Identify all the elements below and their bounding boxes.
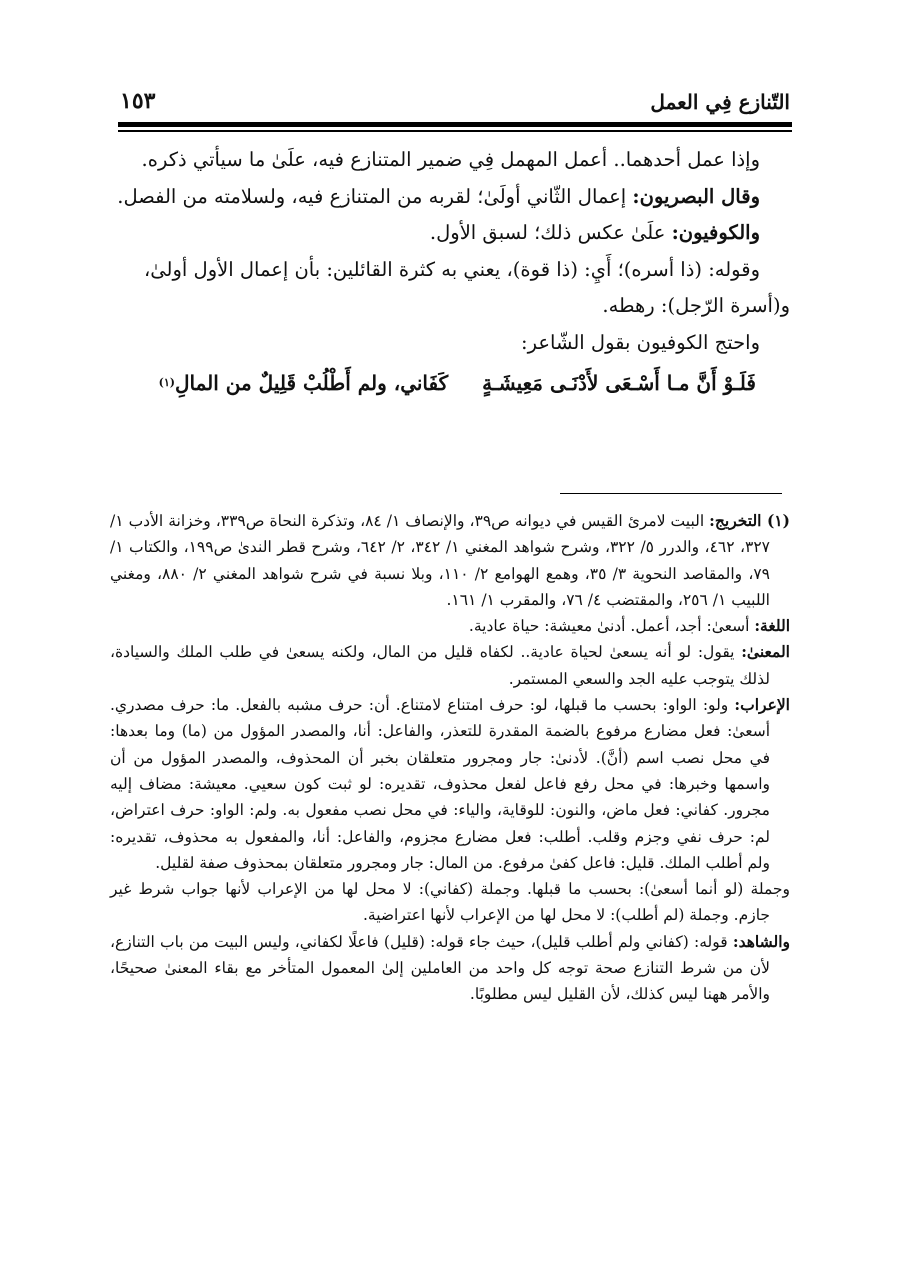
paragraph [112, 215, 790, 252]
term-kufiyun: والكوفيون: [671, 221, 760, 244]
footnote-mana [110, 639, 790, 692]
paragraph: واحتج الكوفيون بقول الشّاعر: [521, 330, 760, 354]
paragraph: وقوله: (ذا أسره)؛ أَيِ: (ذا قوة)، يعني به كثرة القائلين: بأن إعمال الأول أولىٰ، [144, 257, 760, 281]
paragraph: و(أسرة الرّجل): رهطه. [602, 294, 790, 317]
verse-second-hemistich: كَفَاني، ولم أَطْلُبْ قَلِيلٌ من المالِ [174, 371, 449, 395]
paragraph: وإذا عمل أحدهما.. أعمل المهمل فِي ضمير المتنازع فيه، علَىٰ ما سيأتي ذكره. [141, 148, 760, 171]
term-basriyun: وقال البصريون: [632, 184, 760, 208]
footnote-text: يقول: لو أنه يسعىٰ لحياة عادية.. لكفاه قليل من المال، ولكنه يسعىٰ في طلب الملك والسيادة، لذلك يتوجب عليه الجد والسعي المستمر. [110, 643, 770, 688]
footnote-text: البيت لامرئ القيس في ديوانه ص٣٩، والإنصاف ١/ ٨٤، وتذكرة النحاة ص٣٣٩، وخزانة الأدب ١/ ٣٢٧، ٤٦٢، والدرر ٥/ ٣٢٢، وشرح شواهد المغني ١/ ٣٤٢، ٢/ ٦٤٢، وشرح قطر الندىٰ ص١٩٩، والكتاب ١/ ٧٩، والمقاصد النحوية ٣/ ٣٥، وهمع الهوامع ٢/ ١١٠، وبلا نسبة في شرح شواهد المغني ٢/ ٨٨٠، ومغني اللبيب ١/ ٢٥٦، والمقتضب ٤/ ٧٦، والمقرب ١/ ١٦١. [110, 512, 771, 609]
paragraph [112, 179, 790, 216]
paragraph-text: علَىٰ عكس ذلك؛ لسبق الأول. [429, 221, 672, 244]
footnote-text: قوله: (كفاني ولم أطلب قليل)، حيث جاء قوله: (قليل) فاعلًا لكفاني، وليس البيت من باب التنازع، لأن من شرط التنازع صحة توجه كل واحد من العاملين إلىٰ المعمول المتأخر مع بقاء المعنىٰ صحيحًا، والأمر ههنا ليس كذلك، لأن القليل ليس مطلوبًا. [110, 932, 770, 1004]
page-number: ١٥٣ [120, 88, 156, 114]
footnote-ref: (١) [158, 376, 175, 389]
footnote-label: المعنىٰ: [741, 642, 790, 662]
paragraph-text: إعمال الثّاني أولَىٰ؛ لقربه من المتنازع فيه، ولسلامته من الفصل. [117, 184, 633, 208]
footnote-text: أسعىٰ: أجد، أعمل. أدنىٰ معيشة: حياة عادية. [468, 617, 755, 636]
footnotes [110, 508, 790, 1008]
footnote-shahid [110, 929, 790, 1008]
footnote-label: الإعراب: [734, 695, 790, 715]
main-text [112, 142, 790, 402]
footnote-separator [560, 493, 782, 494]
verse-first-hemistich: فَلَـوْ أَنَّ مـا أَسْـعَى لأَدْنَـى مَعِيشَـةٍ [482, 371, 756, 395]
footnote-label: اللغة: [754, 616, 790, 636]
footnote-label: (١) التخريج: [709, 511, 790, 530]
running-header [120, 86, 790, 120]
chapter-title: التّنازع فِي العمل [650, 90, 790, 114]
footnote-takhrij [110, 508, 790, 613]
footnote-text: ولو: الواو: بحسب ما قبلها، لو: حرف امتناع لامتناع. أن: حرف مشبه بالفعل. ما: حرف مصدري. أسعىٰ: فعل مضارع مرفوع بالضمة المقدرة للتعذر، والفاعل: أنا، والمصدر المؤول من (ما) وما بعدها: في محل نصب اسم (أنَّ). لأدنىٰ: جار ومجرور متعلقان بخبر أن المحذوف، والمصدر المؤول من أن واسمها وخبرها: في محل رفع فاعل لفعل محذوف، تقديره: لو ثبت كون سعيي. معيشة: مضاف إليه مجرور. كفاني: فعل ماض، والنون: للوقاية، والياء: في محل نصب مفعول به. ولم: الواو: حرف اعتراض، لم: حرف نفي وجزم وقلب. أطلب: فعل مضارع مجزوم، والفاعل: أنا، والمفعول به محذوف، تقديره: ولم أطلب الملك. قليل: فاعل كفىٰ مرفوع. من المال: جار ومجرور متعلقان بمحذوف صفة لقليل. [110, 696, 770, 872]
header-rule-thin [118, 130, 792, 132]
footnote-irab [110, 692, 790, 876]
footnote-lugha [110, 613, 790, 639]
footnote-jumla: وجملة (لو أنما أسعىٰ): بحسب ما قبلها. وجملة (كفاني): لا محل لها من الإعراب لأنها جواب شرط غير جازم. وجملة (لم أطلب): لا محل لها من الإعراب لأنها اعتراضية. [110, 880, 790, 925]
footnote-label: والشاهد: [732, 931, 790, 951]
poetry-verse [112, 365, 790, 402]
header-rule-thick [118, 122, 792, 127]
